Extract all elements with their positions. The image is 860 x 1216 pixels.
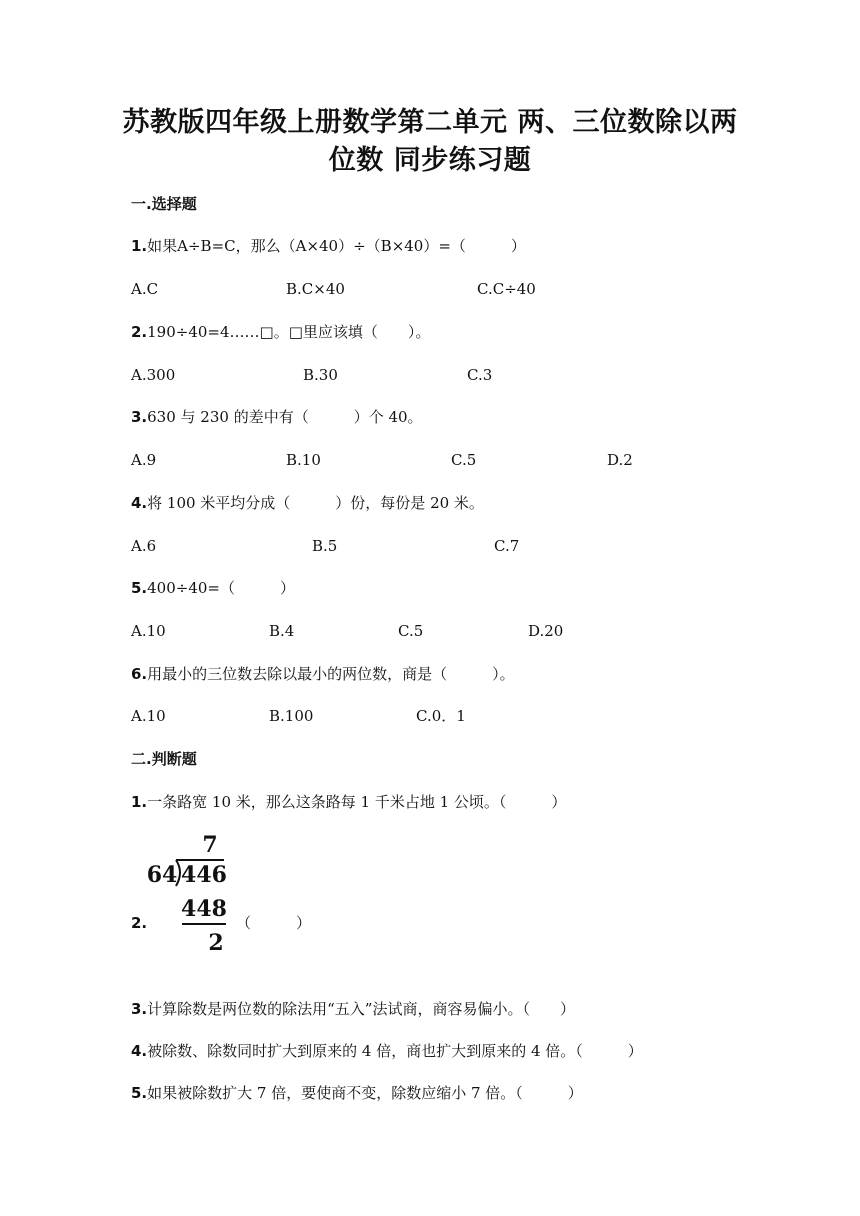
option-c: C.7 [494,537,520,555]
judgement-2-blank: （ ） [236,914,312,932]
long-division-svg [148,830,238,956]
question-number: 2. [131,914,148,932]
option-c: C.0．1 [416,707,466,725]
question-number: 4. [131,494,148,512]
option-b: B.4 [269,622,295,640]
option-a: A.10 [131,707,166,725]
question-text: 如果被除数扩大 7 倍，要使商不变，除数应缩小 7 倍。（ ） [147,1084,583,1102]
question-2 [131,322,430,342]
option-a: A.300 [131,366,176,384]
division-remainder: 2 [208,930,224,956]
question-3 [131,407,423,427]
option-d: D.2 [607,451,633,469]
judgement-5 [131,1083,583,1103]
judgement-4 [131,1041,643,1061]
judgement-3 [131,999,575,1019]
long-division-figure [148,830,238,956]
option-b: B.10 [286,451,321,469]
title-line-1: 苏教版四年级上册数学第二单元 两、三位数除以两 [122,107,738,138]
section-heading-choice: 一.选择题 [131,195,197,213]
question-number: 1. [131,237,148,255]
question-text: 190÷40=4……□。□里应该填（ ）。 [147,323,431,341]
section-heading-judgement: 二.判断题 [131,750,197,768]
option-b: B.C×40 [286,280,345,298]
question-number: 1. [131,793,148,811]
question-text: 一条路宽 10 米，那么这条路每 1 千米占地 1 公顷。（ ） [147,793,567,811]
option-b: B.5 [312,537,338,555]
question-4 [131,493,484,513]
question-6 [131,664,515,684]
question-number: 2. [131,323,148,341]
question-text: 用最小的三位数去除以最小的两位数，商是（ ）。 [147,665,515,683]
question-number: 3. [131,408,148,426]
judgement-2-number [131,913,147,933]
question-text: 400÷40=（ ） [147,579,295,597]
question-number: 6. [131,665,148,683]
option-c: C.5 [398,622,424,640]
division-product: 448 [181,896,227,922]
option-c: C.C÷40 [477,280,536,298]
option-a: A.6 [131,537,157,555]
question-text: 如果A÷B=C，那么（A×40）÷（B×40）=（ ） [147,237,526,255]
question-5 [131,578,295,598]
question-text: 计算除数是两位数的除法用“五入”法试商，商容易偏小。（ ） [147,1000,575,1018]
question-text: 630 与 230 的差中有（ ）个 40。 [147,408,423,426]
question-number: 5. [131,579,148,597]
page-title [0,104,860,180]
question-text: 将 100 米平均分成（ ）份，每份是 20 米。 [147,494,484,512]
judgement-1 [131,792,566,812]
option-b: B.100 [269,707,314,725]
option-d: D.20 [528,622,564,640]
division-quotient: 7 [202,832,218,858]
question-number: 5. [131,1084,148,1102]
question-1 [131,236,526,256]
division-divisor: 64 [148,862,178,888]
question-number: 4. [131,1042,148,1060]
option-a: A.C [131,280,159,298]
option-b: B.30 [303,366,338,384]
option-a: A.9 [131,451,157,469]
option-a: A.10 [131,622,166,640]
division-dividend: 446 [181,862,227,888]
title-line-2: 位数 同步练习题 [328,145,532,176]
question-number: 3. [131,1000,148,1018]
option-c: C.5 [451,451,477,469]
question-text: 被除数、除数同时扩大到原来的 4 倍，商也扩大到原来的 4 倍。（ ） [147,1042,643,1060]
option-c: C.3 [467,366,493,384]
